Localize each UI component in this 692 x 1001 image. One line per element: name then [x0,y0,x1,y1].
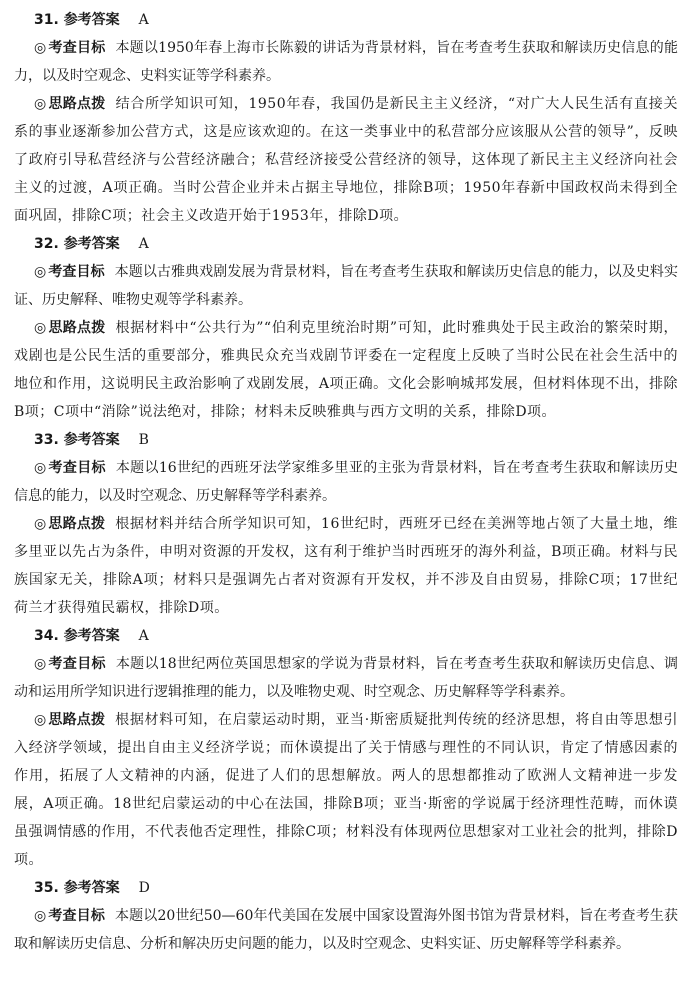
answer-value: A [138,628,149,644]
target-label: ◎ 考查目标 [34,40,106,56]
target-label: ◎ 考查目标 [34,908,105,924]
question-header [14,426,678,454]
answer-value: A [138,12,149,28]
question-header [14,6,678,34]
thinking-paragraph [14,706,678,874]
thinking-label: ◎ 思路点拨 [34,516,106,532]
target-paragraph [14,454,678,510]
thinking-paragraph [14,510,678,622]
thinking-label: ◎ 思路点拨 [34,96,106,112]
thinking-label: ◎ 思路点拨 [34,320,106,336]
circle-bullet-icon: ◎ [34,264,47,280]
thinking-text: 结合所学知识可知，1950年春，我国仍是新民主主义经济，“对广大人民生活有直接关系的事业逐渐参加公营方式，这是应该欢迎的。在这一类事业中的私营部分应该服从公营的领导”，反映了政府引导私营经济与公营经济融合；私营经济接受公营经济的领导，这体现了新民主主义经济向社会主义的过渡，A项正确。当时公营企业并未占据主导地位，排除B项；1950年春新中国政权尚未得到全面巩固，排除C项；社会主义改造开始于1953年，排除D项。 [14,96,678,224]
target-text: 本题以古雅典戏剧发展为背景材料，旨在考查考生获取和解读历史信息的能力，以及史料实证、历史解释、唯物史观等学科素养。 [14,264,679,308]
circle-bullet-icon: ◎ [34,656,47,672]
question-header [14,874,678,902]
question-header [14,230,678,258]
answer-value: B [138,432,149,448]
thinking-paragraph [14,90,678,230]
circle-bullet-icon: ◎ [34,96,47,112]
question-34 [14,622,678,874]
target-label: ◎ 考查目标 [34,460,106,476]
circle-bullet-icon: ◎ [34,516,47,532]
question-number: 33. [34,432,59,448]
answer-label: 参考答案 [63,236,120,252]
question-number: 31. [34,12,59,28]
target-paragraph [14,902,678,958]
thinking-text: 根据材料中“公共行为”“伯利克里统治时期”可知，此时雅典处于民主政治的繁荣时期，戏剧也是公民生活的重要部分，雅典民众充当戏剧节评委在一定程度上反映了当时公民在社会生活中的地位和作用，这说明民主政治影响了戏剧发展，A项正确。文化会影响城邦发展，但材料体现不出，排除B项；C项中“消除”说法绝对，排除；材料未反映雅典与西方文明的关系，排除D项。 [14,320,679,420]
answer-label: 参考答案 [63,880,120,896]
answer-value: A [138,236,149,252]
target-paragraph [14,650,678,706]
answer-label: 参考答案 [63,432,120,448]
question-header [14,622,678,650]
circle-bullet-icon: ◎ [34,320,47,336]
question-number: 32. [34,236,59,252]
target-paragraph [14,34,678,90]
thinking-text: 根据材料并结合所学知识可知，16世纪时，西班牙已经在美洲等地占领了大量土地，维多里亚以先占为条件，申明对资源的开发权，这有利于维护当时西班牙的海外利益，B项正确。材料与民族国家无关，排除A项；材料只是强调先占者对资源有开发权，并不涉及自由贸易，排除C项；17世纪荷兰才获得殖民霸权，排除D项。 [14,516,679,616]
thinking-paragraph [14,314,678,426]
target-label: ◎ 考查目标 [34,264,105,280]
target-text: 本题以1950年春上海市长陈毅的讲话为背景材料，旨在考查考生获取和解读历史信息的能力，以及时空观念、史料实证等学科素养。 [14,40,678,84]
thinking-label: ◎ 思路点拨 [34,712,106,728]
question-35 [14,874,678,958]
circle-bullet-icon: ◎ [34,712,47,728]
question-number: 34. [34,628,59,644]
target-text: 本题以20世纪50—60年代美国在发展中国家设置海外图书馆为背景材料，旨在考查考生获取和解读历史信息、分析和解决历史问题的能力，以及时空观念、史料实证、历史解释等学科素养。 [14,908,678,952]
target-paragraph [14,258,678,314]
target-text: 本题以16世纪的西班牙法学家维多里亚的主张为背景材料，旨在考查考生获取和解读历史信息的能力，以及时空观念、历史解释等学科素养。 [14,460,679,504]
circle-bullet-icon: ◎ [34,40,47,56]
answer-label: 参考答案 [63,628,120,644]
answer-label: 参考答案 [63,12,120,28]
circle-bullet-icon: ◎ [34,460,47,476]
target-text: 本题以18世纪两位英国思想家的学说为背景材料，旨在考查考生获取和解读历史信息、调动和运用所学知识进行逻辑推理的能力，以及唯物史观、时空观念、历史解释等学科素养。 [14,656,679,700]
circle-bullet-icon: ◎ [34,908,47,924]
question-number: 35. [34,880,59,896]
answer-value: D [138,880,150,896]
question-33 [14,426,678,622]
target-label: ◎ 考查目标 [34,656,106,672]
thinking-text: 根据材料可知，在启蒙运动时期，亚当·斯密质疑批判传统的经济思想，将自由等思想引入经济学领域，提出自由主义经济学说；而休谟提出了关于情感与理性的不同认识，肯定了情感因素的作用，拓展了人文精神的内涵，促进了人们的思想解放。两人的思想都推动了欧洲人文精神进一步发展，A项正确。18世纪启蒙运动的中心在法国，排除B项；亚当·斯密的学说属于经济理性范畴，而休谟虽强调情感的作用，不代表他否定理性，排除C项；材料没有体现两位思想家对工业社会的批判，排除D项。 [14,712,679,868]
question-32 [14,230,678,426]
question-31 [14,6,678,230]
